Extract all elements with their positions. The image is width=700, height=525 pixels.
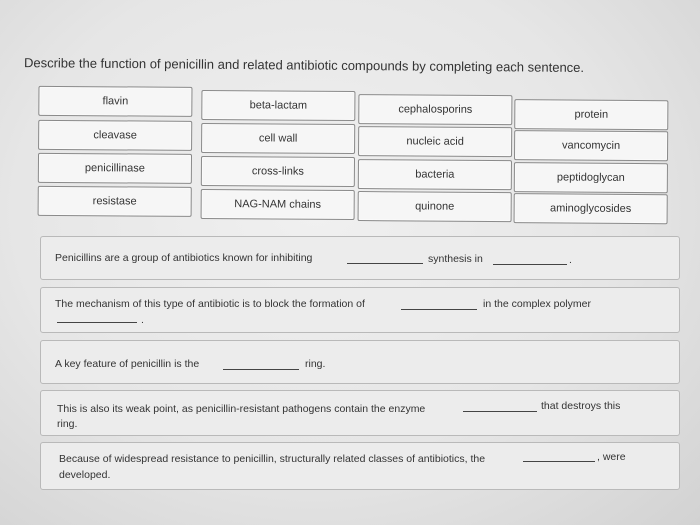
word-tile[interactable]: flavin (38, 86, 192, 117)
word-tile[interactable]: vancomycin (514, 130, 668, 161)
instructions-heading: Describe the function of penicillin and related antibiotic compounds by completing each sentence. (23, 55, 585, 76)
word-tile[interactable]: aminoglycosides (514, 193, 668, 224)
word-tile[interactable]: penicillinase (38, 153, 192, 184)
sentence-box-3: A key feature of penicillin is the ring. (40, 340, 680, 384)
word-tile[interactable]: peptidoglycan (514, 162, 668, 193)
word-tile[interactable]: NAG-NAM chains (201, 189, 355, 220)
sentence-box-1: Penicillins are a group of antibiotics known for inhibiting synthesis in . (40, 236, 680, 280)
drop-blank[interactable] (57, 322, 137, 323)
word-tile[interactable]: cleavase (38, 120, 192, 151)
word-tile[interactable]: protein (514, 99, 668, 130)
word-tile[interactable]: beta-lactam (201, 90, 355, 121)
word-bank (36, 86, 667, 230)
word-tile[interactable]: nucleic acid (358, 126, 512, 157)
sentence-box-2: The mechanism of this type of antibiotic is to block the formation of in the complex polymer . (40, 287, 680, 333)
word-tile[interactable]: quinone (358, 191, 512, 222)
drop-blank[interactable] (347, 263, 423, 264)
drop-blank[interactable] (463, 411, 537, 412)
word-tile[interactable]: cross-links (201, 156, 355, 187)
word-tile[interactable]: cell wall (201, 123, 355, 154)
word-tile[interactable]: cephalosporins (358, 94, 512, 125)
sentence-box-5: Because of widespread resistance to penicillin, structurally related classes of antibiotics, the , were developed. (40, 442, 680, 490)
word-tile[interactable]: bacteria (358, 159, 512, 190)
drop-blank[interactable] (523, 461, 595, 462)
sentence-box-4: This is also its weak point, as penicillin-resistant pathogens contain the enzyme that destroys this ring. (40, 390, 680, 436)
drop-blank[interactable] (401, 309, 477, 310)
drop-blank[interactable] (493, 264, 567, 265)
word-tile[interactable]: resistase (38, 186, 192, 217)
drop-blank[interactable] (223, 369, 299, 370)
